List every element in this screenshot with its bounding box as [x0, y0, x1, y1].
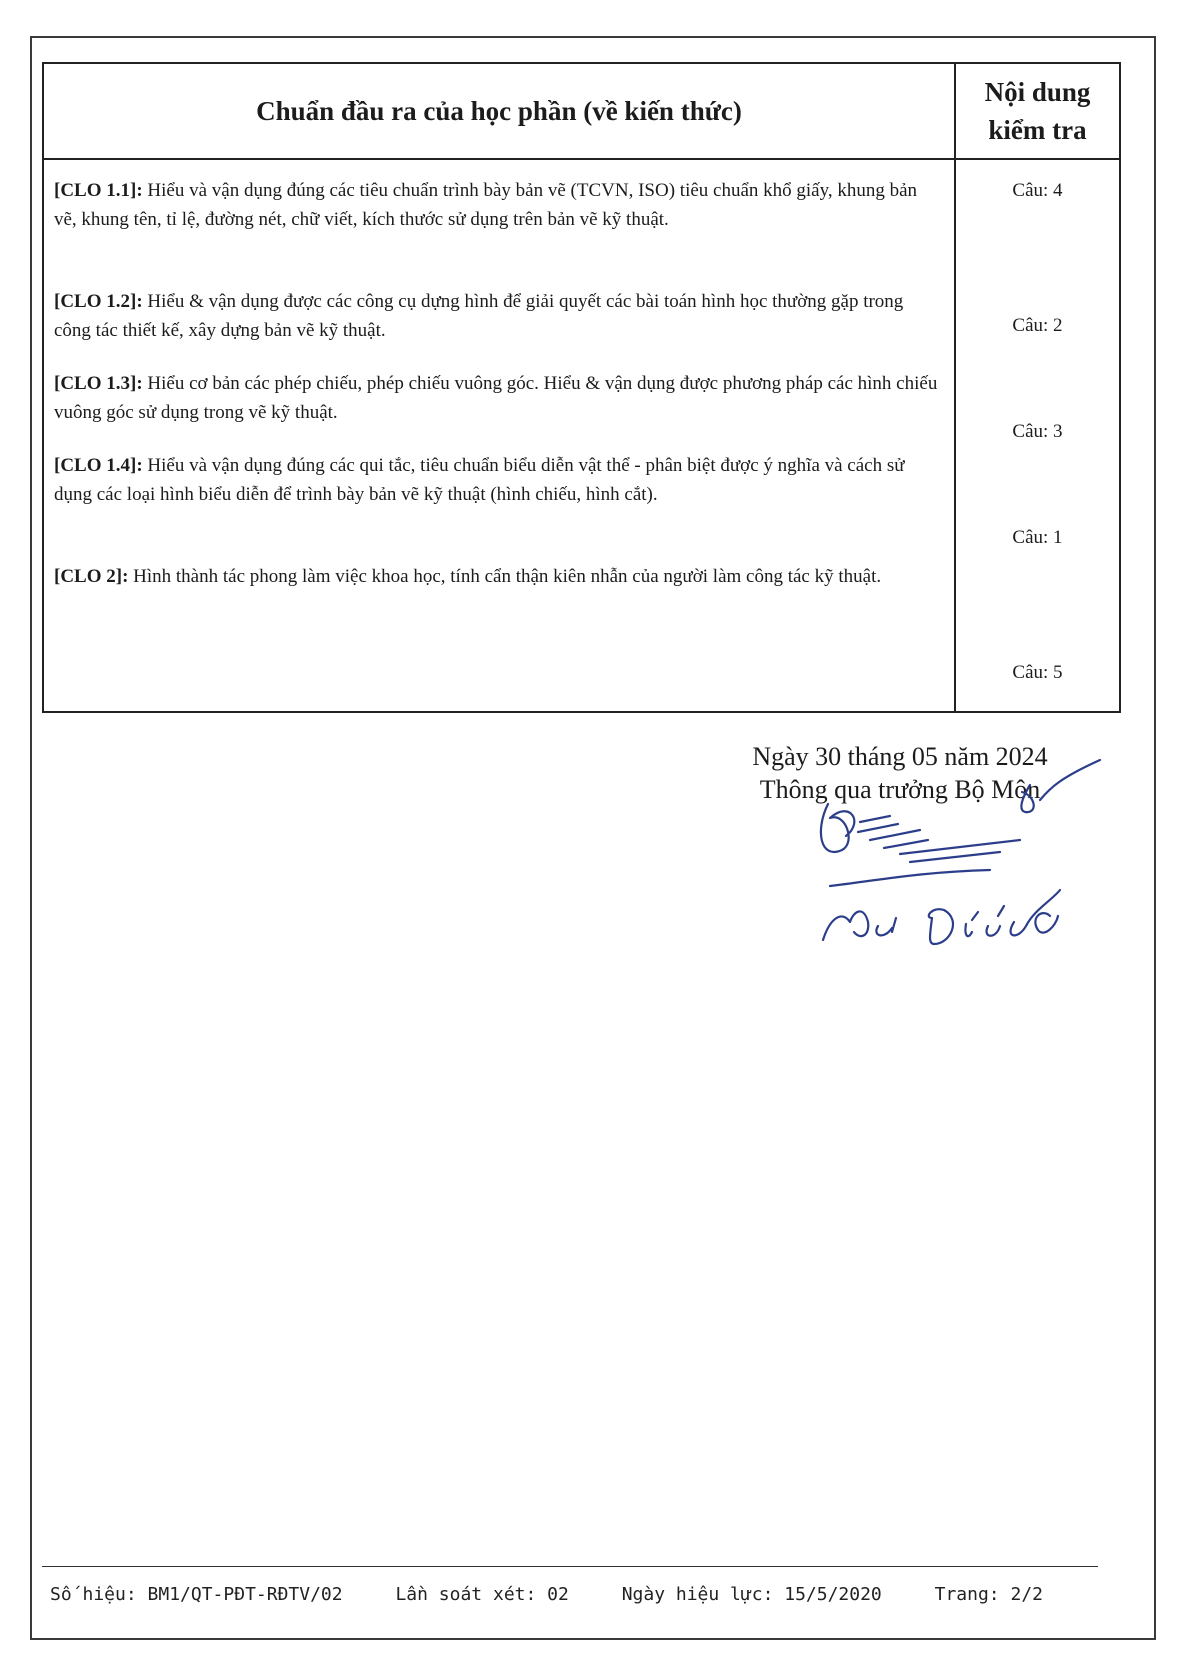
clo-table	[42, 62, 1121, 713]
criterion-clo-1-2	[54, 287, 944, 345]
header-content-text: Nội dung kiểm tra	[984, 77, 1091, 145]
header-criteria: Chuẩn đầu ra của học phần (về kiến thức)	[43, 63, 955, 159]
criterion-clo-1-4	[54, 451, 944, 538]
criterion-text: Hiểu và vận dụng đúng các qui tắc, tiêu chuẩn biểu diễn vật thể - phân biệt được ý nghĩa và cách sử dụng các loại hình biểu diễn để trình bày bản vẽ kỹ thuật (hình chiếu, hình cắt).	[54, 455, 905, 505]
footer	[50, 1584, 1100, 1605]
content-cell	[955, 159, 1120, 712]
signature	[760, 740, 1140, 1010]
question-ref: Câu: 5	[1012, 662, 1063, 683]
criterion-code: [CLO 1.3]:	[54, 373, 143, 394]
criterion-code: [CLO 1.4]:	[54, 455, 143, 476]
criterion-clo-2	[54, 562, 944, 591]
criterion-clo-1-3	[54, 369, 944, 427]
table-body-row	[43, 159, 1120, 712]
criterion-code: [CLO 1.2]:	[54, 291, 143, 312]
criterion-code: [CLO 1.1]:	[54, 180, 143, 201]
criteria-cell	[43, 159, 955, 712]
criterion-clo-1-1	[54, 176, 944, 263]
question-ref: Câu: 1	[1012, 527, 1063, 548]
question-ref: Câu: 2	[1012, 315, 1063, 336]
criterion-code: [CLO 2]:	[54, 566, 129, 587]
footer-revision: Lần soát xét: 02	[395, 1584, 569, 1605]
approval-date: Ngày 30 tháng 05 năm 2024	[752, 742, 1048, 771]
footer-page: Trang: 2/2	[934, 1584, 1043, 1605]
criterion-text: Hiểu & vận dụng được các công cụ dựng hình để giải quyết các bài toán hình học thường gặp trong công tác thiết kế, xây dựng bản vẽ kỹ thuật.	[54, 291, 904, 341]
criterion-text: Hiểu cơ bản các phép chiếu, phép chiếu vuông góc. Hiểu & vận dụng được phương pháp các hình chiếu vuông góc sử dụng trong vẽ kỹ thuật.	[54, 373, 938, 423]
footer-doc-number: Số hiệu: BM1/QT-PĐT-RĐTV/02	[50, 1584, 343, 1605]
approval-title: Thông qua trưởng Bộ Môn	[759, 775, 1041, 804]
question-ref: Câu: 4	[1012, 180, 1063, 201]
footer-effective-date: Ngày hiệu lực: 15/5/2020	[621, 1584, 882, 1605]
question-ref: Câu: 3	[1012, 421, 1063, 442]
criterion-text: Hiểu và vận dụng đúng các tiêu chuẩn trình bày bản vẽ (TCVN, ISO) tiêu chuẩn khổ giấy, khung bản vẽ, khung tên, tỉ lệ, đường nét, chữ viết, kích thước sử dụng trên bản vẽ kỹ thuật.	[54, 180, 918, 230]
criterion-text: Hình thành tác phong làm việc khoa học, tính cẩn thận kiên nhẫn của người làm công tác kỹ thuật.	[133, 566, 882, 587]
footer-divider	[42, 1566, 1098, 1567]
header-content	[955, 63, 1120, 159]
table-header-row	[43, 63, 1120, 159]
